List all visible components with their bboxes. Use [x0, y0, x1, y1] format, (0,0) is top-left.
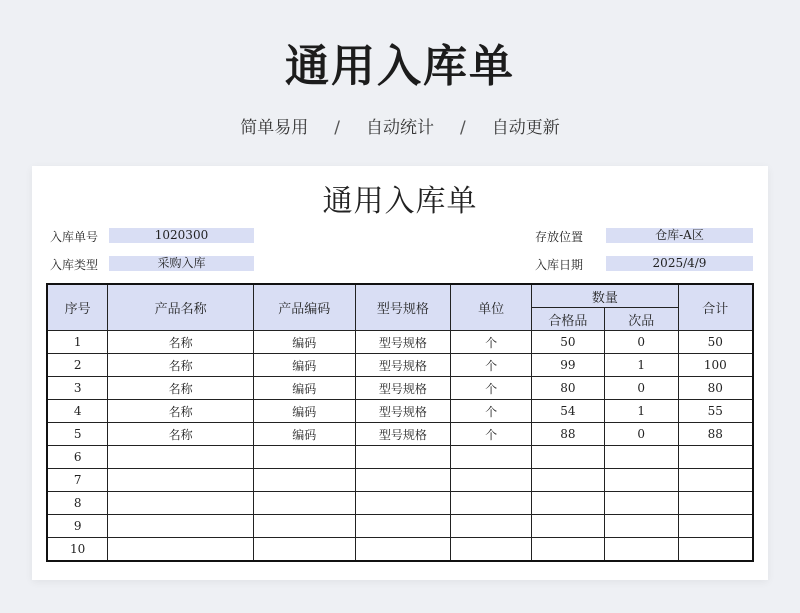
cell-product-name[interactable]: 名称 [108, 331, 254, 354]
cell-qualified[interactable]: 50 [532, 331, 605, 354]
cell-product-name[interactable]: 名称 [108, 400, 254, 423]
cell-seq[interactable]: 3 [47, 377, 108, 400]
table-row [47, 446, 753, 469]
cell-total[interactable] [678, 538, 753, 562]
table-row [47, 400, 753, 423]
receipt-type-label: 入库类型 [50, 258, 99, 272]
cell-product-name[interactable]: 名称 [108, 377, 254, 400]
col-defective: 次品 [604, 308, 678, 331]
cell-product-code[interactable] [253, 469, 355, 492]
sheet-title: 通用入库单 [322, 184, 478, 219]
cell-unit[interactable] [451, 492, 532, 515]
cell-model-spec[interactable] [355, 515, 451, 538]
table-row [47, 492, 753, 515]
cell-unit[interactable]: 个 [451, 400, 532, 423]
cell-defective[interactable] [604, 469, 678, 492]
col-total: 合计 [678, 284, 753, 331]
cell-model-spec[interactable]: 型号规格 [355, 400, 451, 423]
cell-model-spec[interactable] [355, 446, 451, 469]
cell-qualified[interactable]: 99 [532, 354, 605, 377]
table-row [47, 377, 753, 400]
cell-total[interactable]: 80 [678, 377, 753, 400]
table-row [47, 423, 753, 446]
cell-qualified[interactable] [532, 469, 605, 492]
cell-product-name[interactable] [108, 469, 254, 492]
cell-seq[interactable]: 6 [47, 446, 108, 469]
cell-defective[interactable] [604, 492, 678, 515]
cell-model-spec[interactable] [355, 492, 451, 515]
receipt-no-label: 入库单号 [50, 230, 99, 244]
cell-product-name[interactable]: 名称 [108, 423, 254, 446]
col-model-spec: 型号规格 [355, 284, 451, 331]
cell-qualified[interactable]: 88 [532, 423, 605, 446]
table-row [47, 515, 753, 538]
cell-seq[interactable]: 2 [47, 354, 108, 377]
cell-product-code[interactable] [253, 515, 355, 538]
cell-product-code[interactable]: 编码 [253, 400, 355, 423]
cell-product-code[interactable]: 编码 [253, 354, 355, 377]
date-field[interactable]: 2025/4/9 [606, 256, 753, 271]
cell-model-spec[interactable]: 型号规格 [355, 331, 451, 354]
cell-unit[interactable]: 个 [451, 354, 532, 377]
cell-defective[interactable]: 1 [604, 400, 678, 423]
cell-unit[interactable] [451, 446, 532, 469]
tagline [0, 113, 800, 138]
cell-product-code[interactable] [253, 492, 355, 515]
col-unit: 单位 [451, 284, 532, 331]
tag-auto-update: 自动更新 [491, 118, 560, 138]
cell-product-name[interactable] [108, 446, 254, 469]
table-row [47, 331, 753, 354]
col-quantity: 数量 [532, 284, 679, 308]
cell-product-code[interactable]: 编码 [253, 331, 355, 354]
cell-unit[interactable]: 个 [451, 377, 532, 400]
cell-total[interactable] [678, 446, 753, 469]
date-label: 入库日期 [535, 258, 584, 272]
cell-defective[interactable] [604, 538, 678, 562]
cell-defective[interactable]: 0 [604, 331, 678, 354]
cell-qualified[interactable] [532, 492, 605, 515]
page-title: 通用入库单 [285, 41, 515, 92]
cell-total[interactable]: 100 [678, 354, 753, 377]
cell-seq[interactable]: 5 [47, 423, 108, 446]
cell-total[interactable]: 88 [678, 423, 753, 446]
cell-defective[interactable] [604, 515, 678, 538]
cell-seq[interactable]: 8 [47, 492, 108, 515]
cell-product-code[interactable] [253, 538, 355, 562]
cell-model-spec[interactable]: 型号规格 [355, 354, 451, 377]
table-row [47, 538, 753, 562]
cell-defective[interactable]: 1 [604, 354, 678, 377]
cell-total[interactable] [678, 515, 753, 538]
cell-defective[interactable]: 0 [604, 377, 678, 400]
cell-product-name[interactable] [108, 492, 254, 515]
col-product-code: 产品编码 [253, 284, 355, 331]
cell-seq[interactable]: 10 [47, 538, 108, 562]
col-product-name: 产品名称 [108, 284, 254, 331]
cell-qualified[interactable] [532, 538, 605, 562]
tag-separator: / [334, 118, 340, 138]
cell-unit[interactable]: 个 [451, 423, 532, 446]
cell-defective[interactable]: 0 [604, 423, 678, 446]
tag-auto-stats: 自动统计 [366, 118, 434, 138]
col-seq: 序号 [47, 284, 108, 331]
items-table [46, 283, 754, 562]
cell-qualified[interactable] [532, 515, 605, 538]
tag-separator: / [460, 118, 466, 138]
cell-product-code[interactable] [253, 446, 355, 469]
cell-model-spec[interactable]: 型号规格 [355, 423, 451, 446]
cell-qualified[interactable]: 54 [532, 400, 605, 423]
cell-model-spec[interactable] [355, 538, 451, 562]
receipt-type-field[interactable]: 采购入库 [109, 256, 254, 271]
cell-total[interactable]: 55 [678, 400, 753, 423]
cell-seq[interactable]: 1 [47, 331, 108, 354]
location-field[interactable]: 仓库-A区 [606, 228, 753, 243]
cell-qualified[interactable]: 80 [532, 377, 605, 400]
cell-product-name[interactable]: 名称 [108, 354, 254, 377]
tag-easy: 简单易用 [240, 118, 309, 138]
cell-product-code[interactable]: 编码 [253, 377, 355, 400]
cell-unit[interactable] [451, 515, 532, 538]
cell-total[interactable] [678, 469, 753, 492]
cell-seq[interactable]: 9 [47, 515, 108, 538]
cell-product-name[interactable] [108, 538, 254, 562]
cell-total[interactable]: 50 [678, 331, 753, 354]
cell-qualified[interactable] [532, 446, 605, 469]
receipt-no-field[interactable]: 1020300 [109, 228, 254, 243]
location-label: 存放位置 [535, 230, 584, 244]
cell-product-code[interactable]: 编码 [253, 423, 355, 446]
cell-unit[interactable]: 个 [451, 331, 532, 354]
cell-product-name[interactable] [108, 515, 254, 538]
cell-unit[interactable] [451, 538, 532, 562]
cell-unit[interactable] [451, 469, 532, 492]
cell-model-spec[interactable] [355, 469, 451, 492]
table-row [47, 469, 753, 492]
cell-model-spec[interactable]: 型号规格 [355, 377, 451, 400]
cell-defective[interactable] [604, 446, 678, 469]
cell-seq[interactable]: 4 [47, 400, 108, 423]
col-qualified: 合格品 [532, 308, 605, 331]
receipt-sheet [32, 166, 768, 580]
cell-total[interactable] [678, 492, 753, 515]
cell-seq[interactable]: 7 [47, 469, 108, 492]
table-row [47, 354, 753, 377]
